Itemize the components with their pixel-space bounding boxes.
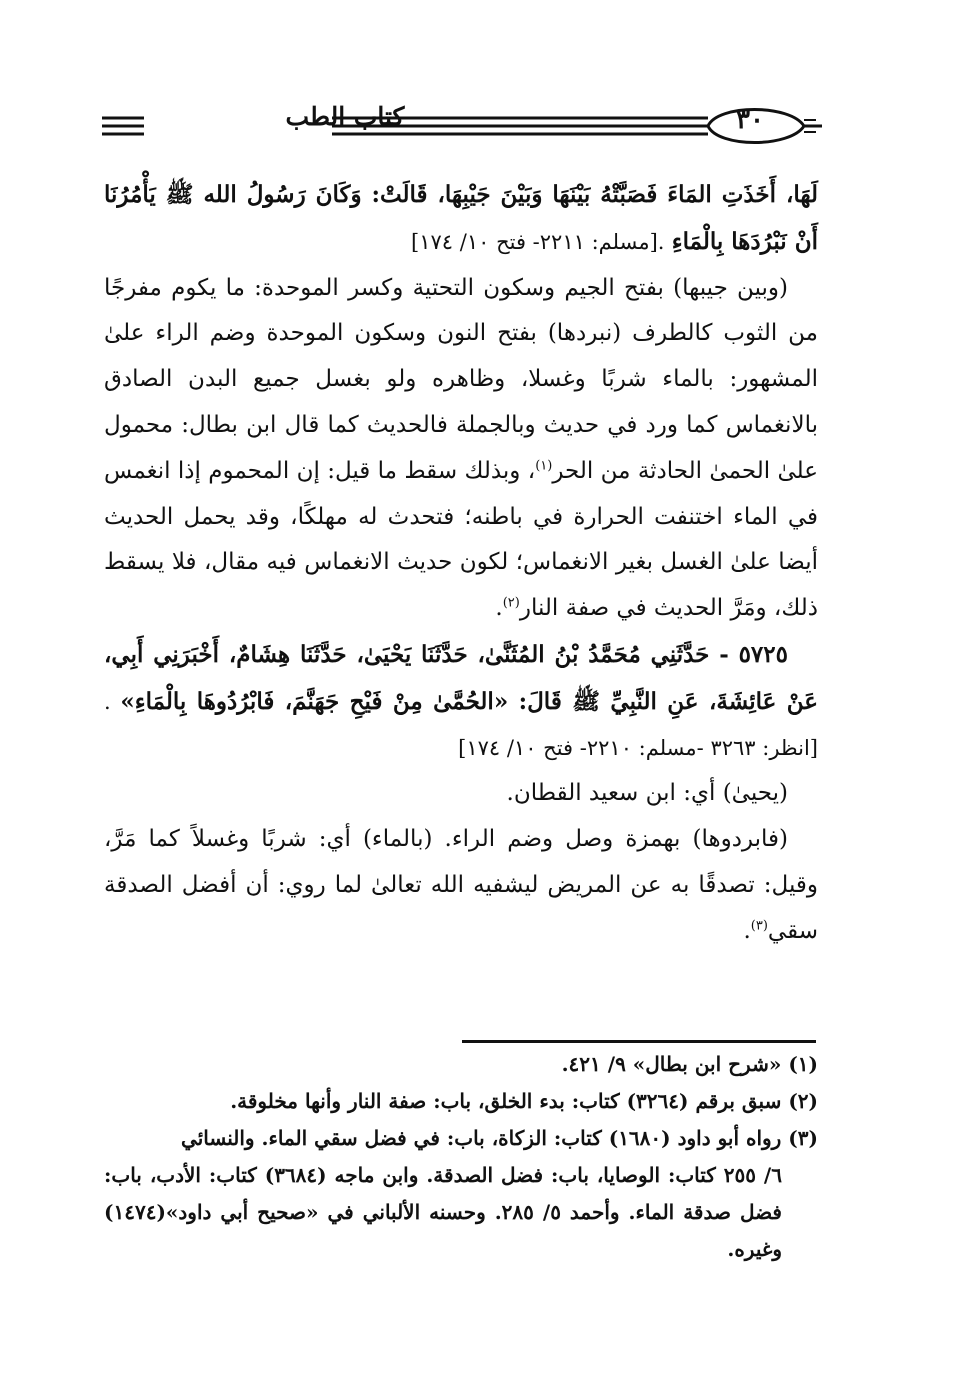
commentary-paragraph-water: [104, 817, 818, 954]
commentary-text: (وبين جيبها) بفتح الجيم وسكون التحتية وكسر الموحدة: ما يكوم مفرجًا من الثوب كالطرف (نبردها) بفتح النون وسكون الموحدة وضم الراء علىٰ المشهور: بالماء شربًا وغسلا، وظاهره ولو بغسل جميع البدن الصادق بالانغماس كما ورد في حديث وبالجملة فالحديث كما قال ابن بطال: محمول علىٰ الحمىٰ الحادثة من الحر: [104, 274, 818, 484]
page-number: ٣٠: [736, 105, 764, 135]
footnote-1: (١) «شرح ابن بطال» ٩/ ٤٢١.: [561, 1052, 818, 1076]
commentary-paragraph-yahya: (يحيىٰ) أي: ابن سعيد القطان.: [506, 780, 788, 807]
hadith-paragraph: [104, 632, 818, 771]
hadith-citation: .[مسلم: ٢٢١١- فتح ١٠/ ١٧٤]: [411, 229, 665, 254]
sentence-end: .: [743, 917, 751, 944]
footnote-2: (٢) سبق برقم (٣٢٦٤) كتاب: بدء الخلق، باب: صفة النار وأنها مخلوقة.: [230, 1089, 818, 1113]
commentary-paragraph: [104, 266, 818, 632]
page-header: [100, 96, 822, 160]
footnote-ref-2: (٢): [502, 595, 520, 611]
commentary-text-cont: ، وبذلك سقط ما قيل: إن المحموم إذا انغمس في الماء اختنفت الحرارة في باطنه؛ فتحدث له مهلكًا، وقد يحمل الحديث أيضا علىٰ الغسل بغير الانغماس؛ لكون حديث الانغماس فيه مقال، فلا يسقط ذلك، ومَرَّ الحديث في صفة النار: [104, 457, 818, 622]
commentary-text: (فابردوها) بهمزة وصل وضم الراء. (بالماء) أي: شربًا وغسلاً كما مَرَّ، وقيل: تصدقًا به عن المريض ليشفيه الله تعالىٰ لما روي: أن أفضل الصدقة سقي: [104, 826, 818, 944]
footnote-3-continued: ٦/ ٢٥٥ كتاب: الوصايا، باب: فضل الصدقة. وابن ماجه (٣٦٨٤) كتاب: الأدب، باب: فضل صدقة الماء. وأحمد ٥/ ٢٨٥. وحسنه الألباني في «صحيح أبي داود»(١٤٧٤) وغيره.: [104, 1163, 782, 1261]
footnote-separator: [462, 1040, 816, 1043]
footnote-ref-3: (٣): [750, 918, 768, 934]
hadith-citation-5725: .[انظر: ٣٢٦٣ -مسلم: ٢٢١٠- فتح ١٠/ ١٧٤]: [104, 689, 818, 760]
hadith-text: لَهَا، أَخَذَتِ المَاءَ فَصَبَّتْهُ بَيْنَهَا وَبَيْنَ جَيْبِهَا، قَالَتْ: وَكَانَ رَسُولُ الله ﷺ يَأْمُرُنَا أَنْ نَبْرُدَهَا بِالْمَاءِ: [104, 181, 818, 255]
hadith-text-5725: ٥٧٢٥ - حَدَّثَنِي مُحَمَّدُ بْنُ المُثَنَّىٰ، حَدَّثَنَا يَحْيَىٰ، حَدَّثَنَا هِشَامٌ، أَخْبَرَنِي أَبِي، عَنْ عَائِشَةَ، عَنِ النَّبِيِّ ﷺ قَالَ: «الحُمَّىٰ مِنْ فَيْحِ جَهَنَّمَ، فَابْرُدُوهَا بِالْمَاءِ»: [104, 640, 818, 715]
main-text: [104, 172, 818, 955]
footnote-3: (٣) رواه أبو داود (١٦٨٠) كتاب: الزكاة، باب: في فضل سقي الماء. والنسائي: [181, 1126, 818, 1150]
hadith-paragraph-continued: [104, 172, 818, 266]
sentence-end: .: [495, 595, 503, 622]
book-title: كتاب الطب: [285, 102, 405, 131]
footnotes: [104, 1046, 818, 1268]
footnote-ref-1: (١): [535, 458, 553, 474]
